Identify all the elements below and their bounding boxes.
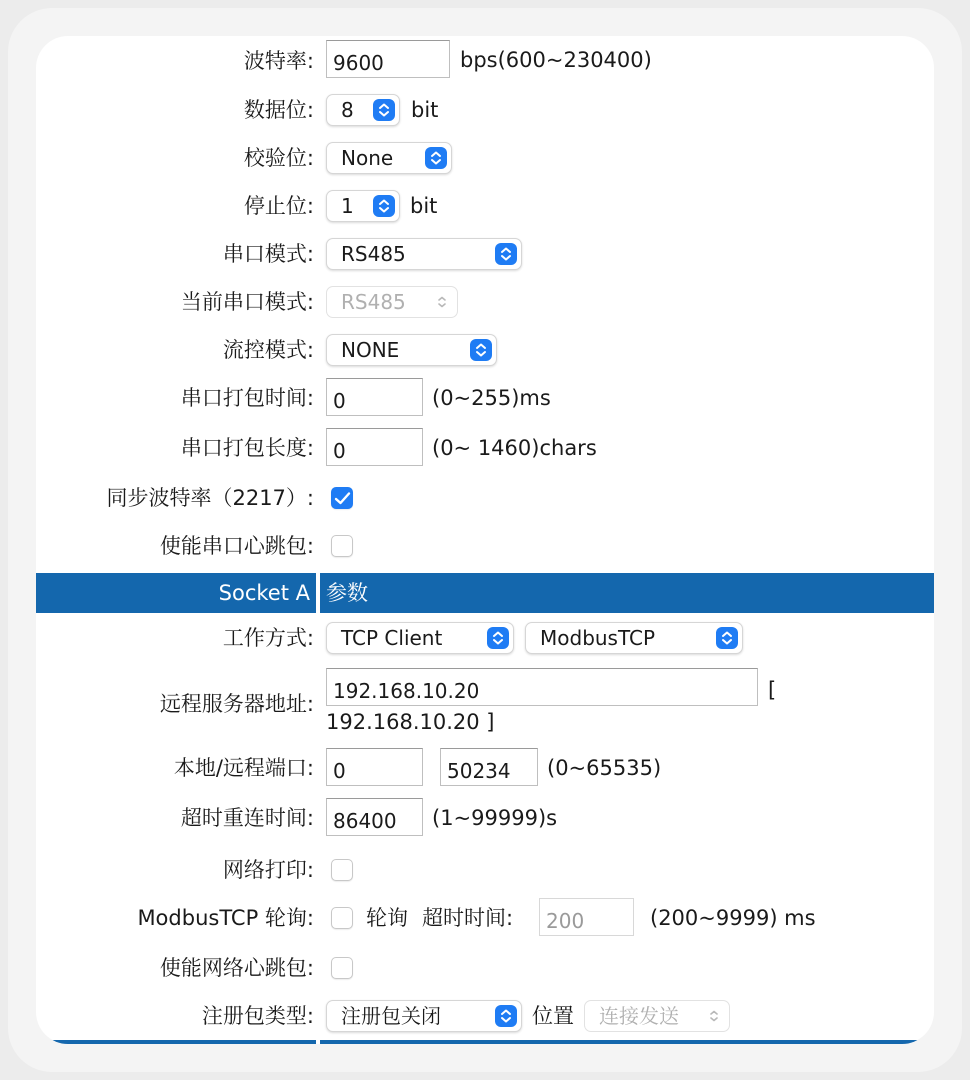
chevron-updown-icon bbox=[716, 627, 738, 649]
poll-timeout-input: 200 bbox=[539, 898, 634, 936]
data-bits-label: 数据位: bbox=[243, 98, 314, 122]
ports-label: 本地/远程端口: bbox=[173, 756, 314, 780]
baud-rate-label: 波特率: bbox=[243, 49, 314, 73]
current-serial-mode-select bbox=[326, 286, 458, 318]
modbus-poll-label: ModbusTCP 轮询: bbox=[137, 906, 314, 930]
flow-control-value: NONE bbox=[341, 338, 400, 362]
chevron-updown-icon bbox=[495, 243, 517, 265]
protocol-select[interactable] bbox=[525, 622, 743, 654]
bracket-open: [ bbox=[768, 678, 777, 702]
net-print-checkbox[interactable] bbox=[331, 859, 353, 881]
modbus-poll-checkbox[interactable] bbox=[331, 907, 353, 929]
current-serial-mode-label: 当前串口模式: bbox=[180, 290, 314, 314]
chevron-updown-icon bbox=[373, 195, 395, 217]
work-mode-select[interactable] bbox=[326, 622, 514, 654]
sync-baud-label: 同步波特率（2217）: bbox=[106, 486, 314, 510]
pack-time-hint: (0~255)ms bbox=[432, 386, 551, 410]
reconnect-input[interactable]: 86400 bbox=[326, 798, 423, 836]
sync-baud-checkbox[interactable] bbox=[331, 487, 353, 509]
serial-heartbeat-label: 使能串口心跳包: bbox=[159, 534, 314, 558]
work-mode-value: TCP Client bbox=[341, 626, 443, 650]
parity-label: 校验位: bbox=[243, 146, 314, 170]
serial-mode-select[interactable] bbox=[326, 238, 522, 270]
baud-rate-input[interactable]: 9600 bbox=[326, 40, 450, 78]
poll-timeout-label: 超时时间: bbox=[422, 906, 514, 930]
reconnect-label: 超时重连时间: bbox=[180, 806, 314, 830]
chevron-updown-icon bbox=[373, 99, 395, 121]
local-port-input[interactable]: 0 bbox=[326, 748, 423, 786]
poll-label: 轮询 bbox=[366, 906, 408, 930]
pack-length-label: 串口打包长度: bbox=[180, 436, 314, 460]
pack-time-input[interactable]: 0 bbox=[326, 378, 423, 416]
chevron-updown-icon bbox=[495, 1005, 517, 1027]
position-label: 位置 bbox=[532, 1004, 574, 1028]
parity-select[interactable] bbox=[326, 142, 452, 174]
baud-rate-hint: bps(600~230400) bbox=[460, 48, 652, 72]
pack-time-label: 串口打包时间: bbox=[180, 386, 314, 410]
data-bits-select[interactable] bbox=[326, 94, 400, 126]
resolved-address: 192.168.10.20 ] bbox=[326, 710, 495, 734]
settings-panel bbox=[36, 36, 934, 1044]
chevron-updown-icon bbox=[431, 291, 453, 313]
stop-bits-select[interactable] bbox=[326, 190, 400, 222]
socket-a-header bbox=[36, 573, 934, 613]
chevron-updown-icon bbox=[703, 1005, 725, 1027]
data-bits-value: 8 bbox=[341, 98, 354, 122]
remote-server-input[interactable]: 192.168.10.20 bbox=[326, 668, 758, 706]
net-heartbeat-checkbox[interactable] bbox=[331, 957, 353, 979]
flow-control-label: 流控模式: bbox=[222, 338, 314, 362]
net-heartbeat-label: 使能网络心跳包: bbox=[159, 956, 314, 980]
chevron-updown-icon bbox=[425, 147, 447, 169]
register-type-label: 注册包类型: bbox=[201, 1004, 314, 1028]
ports-hint: (0~65535) bbox=[547, 756, 662, 780]
serial-heartbeat-checkbox[interactable] bbox=[331, 535, 353, 557]
header-divider bbox=[316, 1040, 320, 1044]
next-section-bar bbox=[36, 1040, 934, 1044]
serial-mode-label: 串口模式: bbox=[222, 242, 314, 266]
reconnect-hint: (1~99999)s bbox=[432, 806, 558, 830]
current-serial-mode-value: RS485 bbox=[341, 290, 406, 314]
stop-bits-value: 1 bbox=[341, 194, 354, 218]
register-type-select[interactable] bbox=[326, 1000, 522, 1032]
register-type-value: 注册包关闭 bbox=[341, 1004, 441, 1028]
checkmark-icon bbox=[334, 491, 351, 506]
stop-bits-label: 停止位: bbox=[243, 194, 314, 218]
serial-mode-value: RS485 bbox=[341, 242, 406, 266]
socket-a-title: Socket A bbox=[218, 581, 310, 605]
net-print-label: 网络打印: bbox=[222, 858, 314, 882]
chevron-updown-icon bbox=[470, 339, 492, 361]
position-value: 连接发送 bbox=[599, 1004, 679, 1028]
pack-length-hint: (0~ 1460)chars bbox=[432, 436, 597, 460]
flow-control-select[interactable] bbox=[326, 334, 497, 366]
remote-server-label: 远程服务器地址: bbox=[159, 692, 314, 716]
remote-port-input[interactable]: 50234 bbox=[440, 748, 538, 786]
protocol-value: ModbusTCP bbox=[540, 626, 656, 650]
socket-a-params-title: 参数 bbox=[326, 581, 368, 605]
pack-length-input[interactable]: 0 bbox=[326, 428, 423, 466]
work-mode-label: 工作方式: bbox=[222, 626, 314, 650]
parity-value: None bbox=[341, 146, 394, 170]
data-bits-unit: bit bbox=[411, 98, 439, 122]
stop-bits-unit: bit bbox=[410, 194, 438, 218]
position-select bbox=[584, 1000, 730, 1032]
poll-timeout-hint: (200~9999) ms bbox=[650, 906, 816, 930]
header-divider bbox=[316, 573, 320, 613]
chevron-updown-icon bbox=[487, 627, 509, 649]
